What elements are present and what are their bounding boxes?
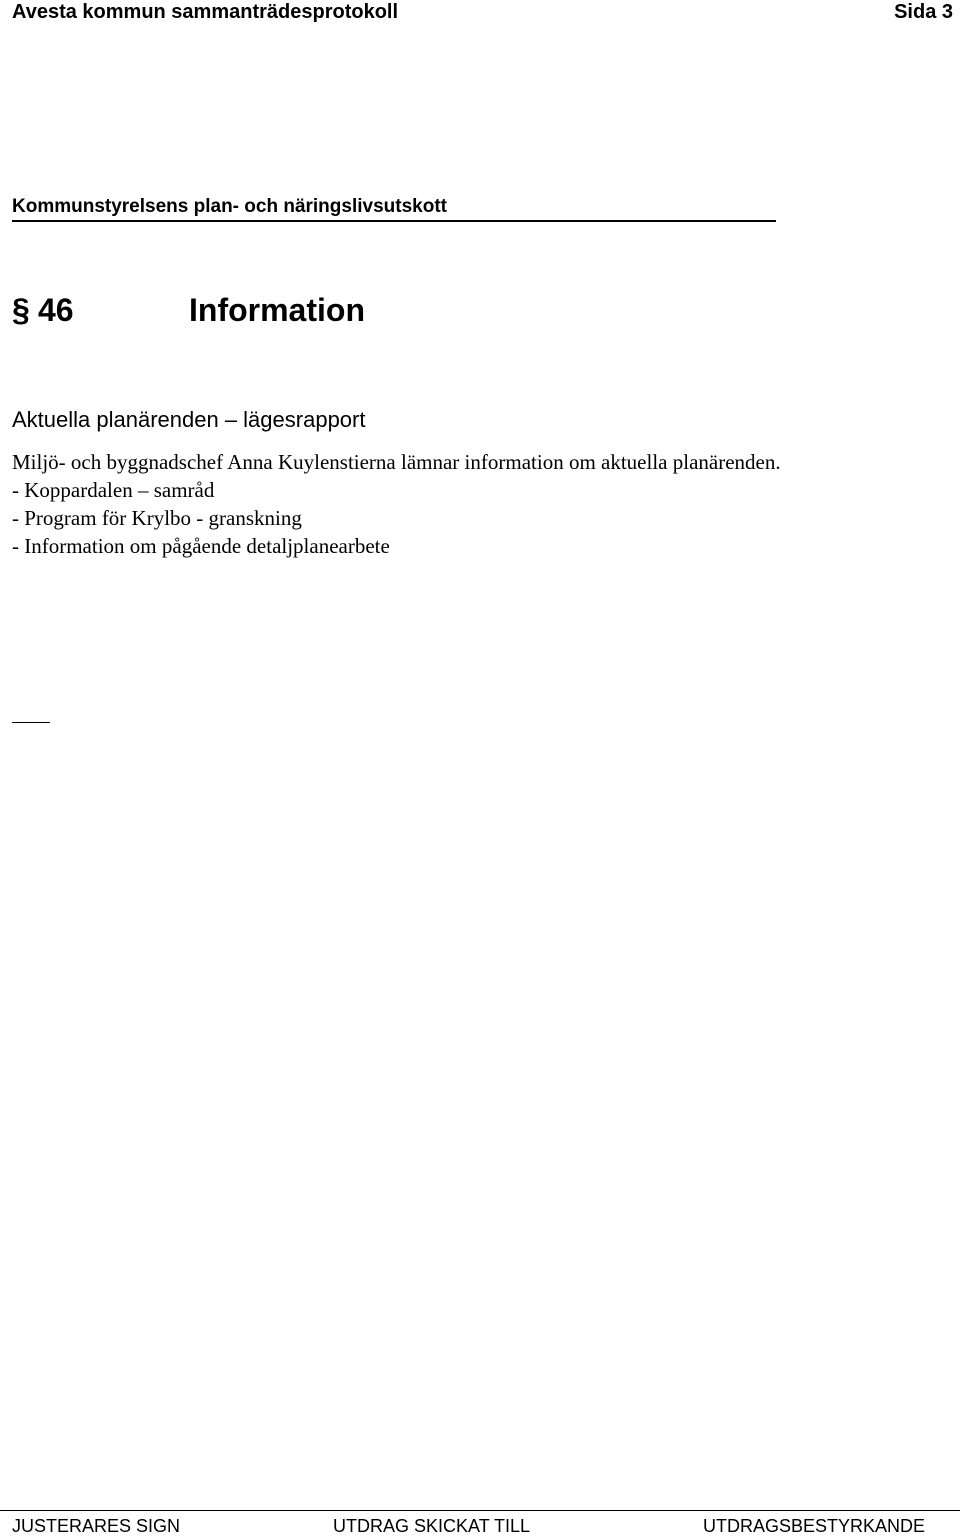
body-line-intro: Miljö- och byggnadschef Anna Kuylenstierna lämnar information om aktuella planärenden. — [12, 450, 781, 474]
paragraph-sign: § — [12, 292, 30, 328]
document-title: Avesta kommun sammanträdesprotokoll — [12, 1, 399, 23]
footer-justerares-sign: JUSTERARES SIGN — [12, 1516, 181, 1536]
body-text — [12, 448, 781, 560]
short-divider — [12, 722, 50, 723]
footer-utdrag-skickat-till: UTDRAG SKICKAT TILL — [333, 1516, 531, 1536]
section-number: 46 — [38, 292, 74, 328]
subheading: Aktuella planärenden – lägesrapport — [12, 407, 366, 432]
body-line-item: - Information om pågående detaljplanearbete — [12, 534, 390, 558]
section-title: Information — [189, 292, 365, 328]
footer-utdragsbestyrkande: UTDRAGSBESTYRKANDE — [703, 1516, 926, 1536]
committee-underline — [12, 220, 776, 222]
footer-divider — [0, 1510, 960, 1511]
body-line-item: - Koppardalen – samråd — [12, 478, 215, 502]
body-line-item: - Program för Krylbo - granskning — [12, 506, 302, 530]
page-number: Sida 3 — [894, 1, 953, 23]
committee-name: Kommunstyrelsens plan- och näringslivsutskott — [12, 196, 447, 217]
